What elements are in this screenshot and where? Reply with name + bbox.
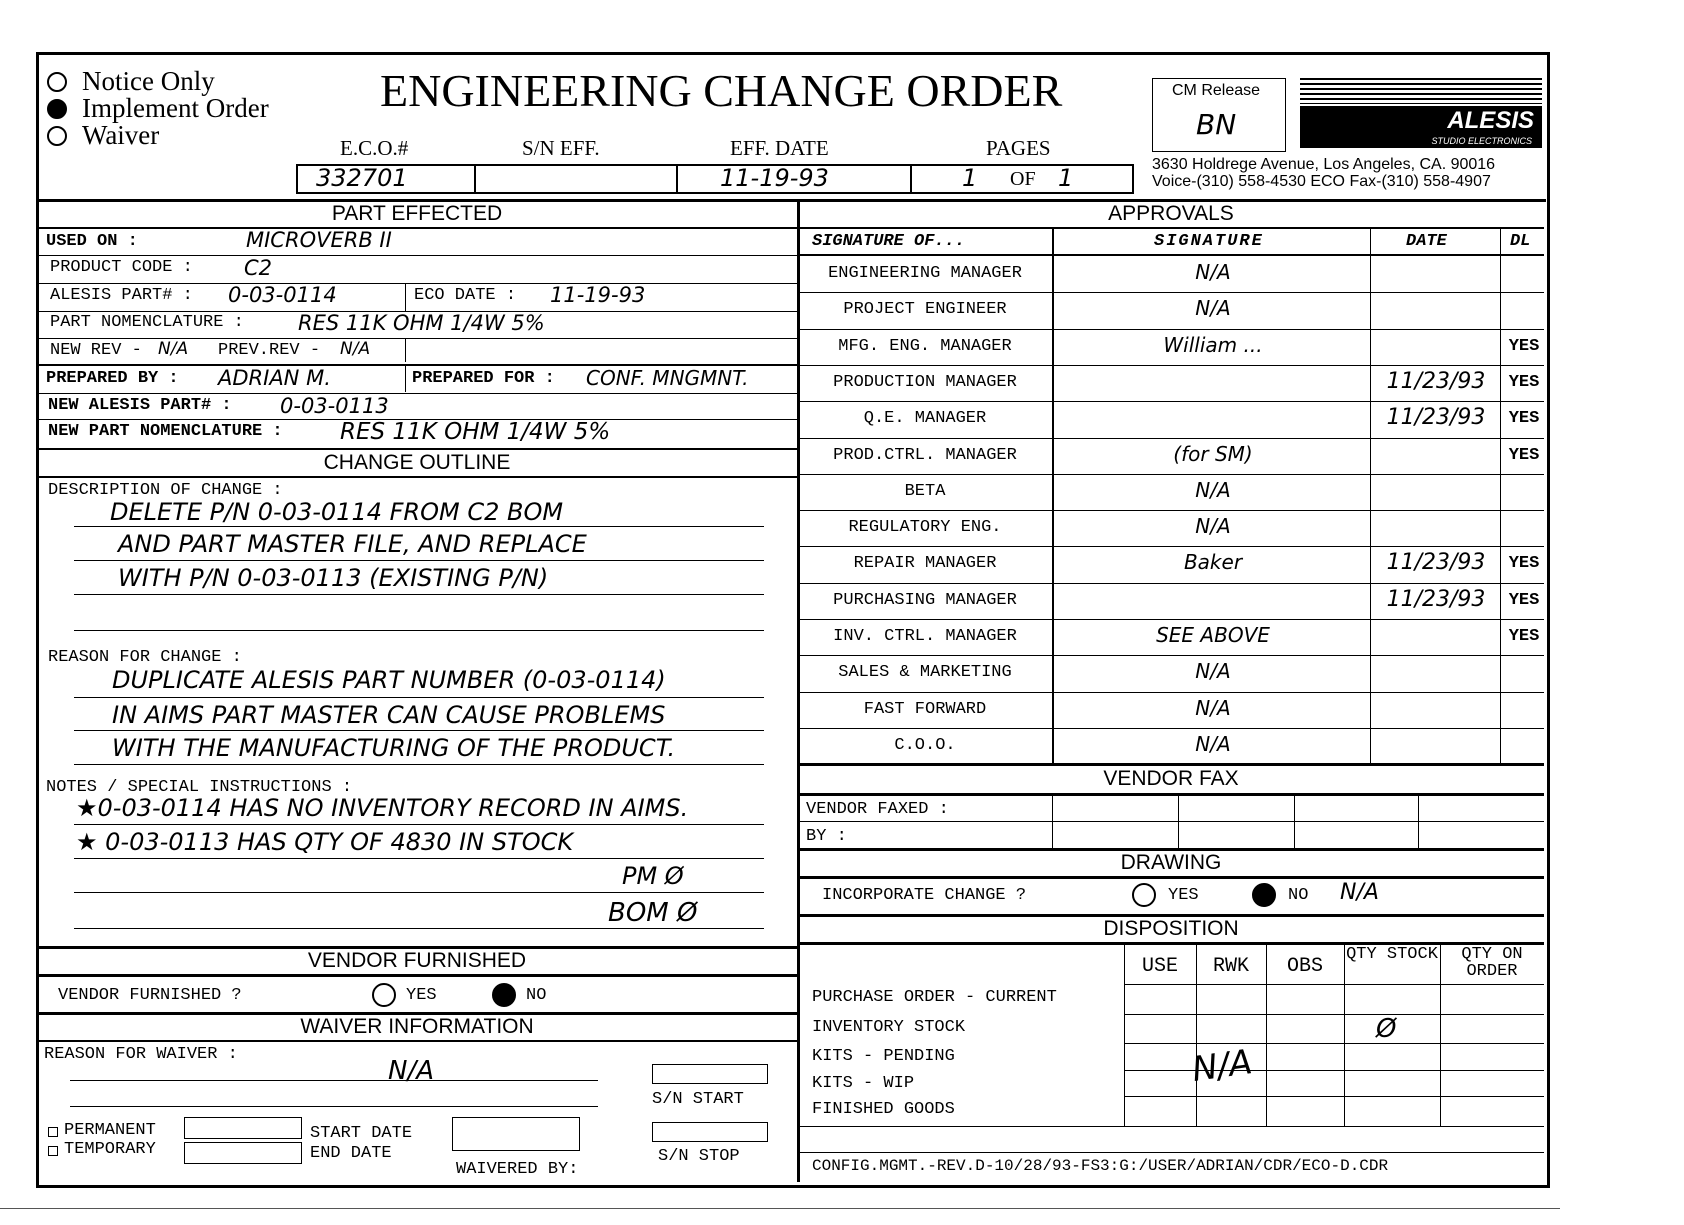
sn-start-label: S/N START — [652, 1090, 744, 1109]
product-code-label: PRODUCT CODE : — [50, 258, 193, 277]
description-line-3[interactable]: WITH P/N 0-03-0113 (EXISTING P/N) — [118, 564, 549, 592]
notes-line-4[interactable]: BOM Ø — [608, 898, 698, 928]
disposition-col-header: QTY ON ORDER — [1461, 945, 1523, 981]
eco-header-fields — [296, 164, 1134, 194]
approval-signature[interactable]: N/A — [1195, 478, 1231, 502]
vendor-furnished-yes-radio[interactable] — [372, 983, 396, 1007]
approval-role: MFG. ENG. MANAGER — [838, 337, 1012, 356]
reason-line-3[interactable]: WITH THE MANUFACTURING OF THE PRODUCT. — [112, 734, 676, 762]
disposition-note[interactable]: N/A — [1189, 1042, 1255, 1090]
vendor-furnished-label: VENDOR FURNISHED ? — [58, 986, 242, 1005]
notes-line-3[interactable]: PM Ø — [622, 862, 684, 890]
disposition-row-label: INVENTORY STOCK — [812, 1018, 966, 1037]
disposition-row-label: FINISHED GOODS — [812, 1100, 955, 1119]
approval-signature[interactable]: N/A — [1195, 296, 1231, 320]
disposition-row-divider — [1124, 1014, 1544, 1015]
date-header: DATE — [1406, 232, 1447, 251]
disposition-row-label: PURCHASE ORDER - CURRENT — [812, 988, 1057, 1007]
waiver-radio[interactable] — [47, 126, 67, 146]
permanent-checkbox[interactable] — [48, 1127, 58, 1137]
approval-row-divider — [798, 401, 1544, 402]
signature-of-header: SIGNATURE OF... — [812, 232, 966, 251]
waiver-date-field-2[interactable] — [184, 1142, 302, 1164]
approval-role: PROJECT ENGINEER — [843, 300, 1007, 319]
new-nomenclature-label: NEW PART NOMENCLATURE : — [48, 422, 283, 441]
approval-row-divider — [798, 619, 1544, 620]
new-rev-value[interactable]: N/A — [158, 339, 189, 359]
approval-date[interactable]: 11/23/93 — [1386, 550, 1486, 575]
prev-rev-value[interactable]: N/A — [340, 339, 371, 359]
description-label: DESCRIPTION OF CHANGE : — [48, 481, 283, 500]
eco-date-value[interactable]: 11-19-93 — [550, 283, 646, 307]
disposition-row-divider — [1124, 1096, 1544, 1097]
approval-role: ENGINEERING MANAGER — [828, 264, 1022, 283]
notes-line-2[interactable]: ★ 0-03-0113 HAS QTY OF 4830 IN STOCK — [76, 828, 574, 856]
pages-label: PAGES — [986, 136, 1051, 160]
approval-row-divider — [798, 583, 1544, 584]
approvals-header: APPROVALS — [1108, 202, 1234, 225]
vendor-furnished-no-label: NO — [526, 986, 547, 1005]
notice-only-radio[interactable] — [47, 72, 67, 92]
dl-header: DL — [1510, 232, 1531, 251]
drawing-header: DRAWING — [1120, 851, 1222, 874]
approval-role: BETA — [904, 482, 946, 501]
waiver-date-field-1[interactable] — [184, 1117, 302, 1139]
company-address: 3630 Holdrege Avenue, Los Angeles, CA. 90016 — [1152, 156, 1496, 173]
vendor-faxed-label: VENDOR FAXED : — [806, 800, 949, 819]
eff-date-value[interactable]: 11-19-93 — [720, 164, 829, 192]
approval-signature[interactable]: (for SM) — [1173, 442, 1253, 466]
part-nomenclature-label: PART NOMENCLATURE : — [50, 313, 244, 332]
vendor-furnished-no-radio[interactable] — [492, 983, 516, 1007]
implement-order-label: Implement Order — [82, 93, 269, 123]
company-contact: Voice-(310) 558-4530 ECO Fax-(310) 558-4907 — [1152, 173, 1491, 190]
approval-row-divider — [798, 692, 1544, 693]
approval-row-divider — [798, 329, 1544, 330]
sn-stop-field[interactable] — [652, 1122, 768, 1142]
eco-number-value[interactable]: 332701 — [316, 164, 408, 192]
pages-of-label: OF — [1010, 168, 1036, 190]
approval-signature[interactable]: N/A — [1195, 696, 1231, 720]
prepared-by-label: PREPARED BY : — [46, 369, 179, 388]
logo-text: ALESIS — [1447, 107, 1534, 134]
notice-only-label: Notice Only — [82, 66, 215, 96]
incorporate-change-yes-label: YES — [1168, 886, 1199, 905]
approval-dl: YES — [1508, 409, 1540, 428]
waivered-by-label: WAIVERED BY: — [456, 1160, 579, 1179]
incorporate-change-no-label: NO — [1288, 886, 1309, 905]
eco-date-label: ECO DATE : — [414, 286, 517, 305]
waiver-date-box[interactable] — [452, 1117, 580, 1151]
approval-role: REPAIR MANAGER — [853, 554, 997, 573]
approval-signature[interactable]: N/A — [1195, 659, 1231, 683]
disposition-col-header: OBS — [1286, 955, 1323, 978]
permanent-label: PERMANENT — [64, 1121, 156, 1140]
incorporate-change-label: INCORPORATE CHANGE ? — [822, 886, 1027, 905]
prepared-for-value[interactable]: CONF. MNGMNT. — [586, 366, 749, 390]
disposition-row-label: KITS - WIP — [812, 1074, 915, 1093]
approval-role: PRODUCTION MANAGER — [833, 373, 1017, 392]
alesis-logo — [1300, 78, 1542, 148]
approval-role: PURCHASING MANAGER — [833, 591, 1017, 610]
approval-role: INV. CTRL. MANAGER — [833, 627, 1017, 646]
vendor-furnished-yes-label: YES — [406, 986, 437, 1005]
cm-release-initials: BN — [1196, 108, 1237, 141]
pages-value[interactable]: 1 — [962, 164, 978, 192]
pages-total-value[interactable]: 1 — [1058, 164, 1074, 192]
implement-order-radio[interactable] — [47, 99, 67, 119]
approval-date[interactable]: 11/23/93 — [1386, 369, 1486, 394]
approval-signature[interactable]: N/A — [1195, 514, 1231, 538]
scan-rule — [0, 1208, 1560, 1209]
signature-header: SIGNATURE — [1154, 232, 1264, 251]
reason-for-waiver-label: REASON FOR WAIVER : — [44, 1045, 238, 1064]
alesis-part-label: ALESIS PART# : — [50, 286, 193, 305]
part-effected-header: PART EFFECTED — [331, 202, 503, 225]
reason-line-1[interactable]: DUPLICATE ALESIS PART NUMBER (0-03-0114) — [112, 666, 666, 694]
product-code-value[interactable]: C2 — [244, 256, 273, 280]
approval-row-divider — [798, 546, 1544, 547]
approval-row-divider — [798, 474, 1544, 475]
approval-dl: YES — [1508, 446, 1540, 465]
approval-role: SALES & MARKETING — [838, 663, 1012, 682]
approval-role: Q.E. MANAGER — [863, 409, 987, 428]
disposition-col-header: USE — [1141, 955, 1178, 978]
waiver-label: Waiver — [82, 120, 160, 150]
eco-number-label: E.C.O.# — [340, 136, 409, 160]
start-date-label: START DATE — [310, 1124, 413, 1143]
incorporate-change-yes-radio[interactable] — [1132, 883, 1156, 907]
prev-rev-label: PREV.REV - — [218, 341, 321, 360]
disposition-row-label: KITS - PENDING — [812, 1047, 955, 1066]
approval-row-divider — [798, 728, 1544, 729]
disposition-row-divider — [1124, 1043, 1544, 1044]
eff-date-label: EFF. DATE — [730, 136, 829, 160]
vendor-fax-header: VENDOR FAX — [1103, 767, 1239, 790]
approval-dl: YES — [1508, 627, 1540, 646]
temporary-label: TEMPORARY — [64, 1140, 156, 1159]
page-title: ENGINEERING CHANGE ORDER — [380, 65, 1063, 116]
approval-role: C.O.O. — [894, 736, 956, 755]
by-label: BY : — [806, 827, 847, 846]
used-on-value[interactable]: MICROVERB II — [246, 228, 392, 252]
vendor-furnished-header: VENDOR FURNISHED — [307, 949, 527, 972]
new-nomenclature-value[interactable]: RES 11K OHM 1/4W 5% — [340, 419, 611, 445]
logo-subtext: STUDIO ELECTRONICS — [1431, 136, 1532, 146]
approval-row-divider — [798, 655, 1544, 656]
alesis-part-value[interactable]: 0-03-0114 — [228, 283, 337, 307]
description-line-2[interactable]: AND PART MASTER FILE, AND REPLACE — [118, 530, 587, 558]
approval-dl: YES — [1508, 554, 1540, 573]
approval-role: REGULATORY ENG. — [848, 518, 1002, 537]
used-on-label: USED ON : — [46, 232, 138, 251]
sn-stop-label: S/N STOP — [658, 1147, 740, 1166]
waiver-information-header: WAIVER INFORMATION — [300, 1015, 534, 1038]
drawing-note[interactable]: N/A — [1340, 880, 1379, 905]
new-alesis-part-value[interactable]: 0-03-0113 — [280, 394, 389, 418]
reason-line-2[interactable]: IN AIMS PART MASTER CAN CAUSE PROBLEMS — [112, 701, 666, 729]
disposition-col-divider — [1344, 942, 1345, 1126]
footer-config: CONFIG.MGMT.-REV.D-10/28/93-FS3:G:/USER/ADRIAN/CDR/ECO-D.CDR — [812, 1157, 1389, 1175]
notes-line-1[interactable]: ★0-03-0114 HAS NO INVENTORY RECORD IN AIMS. — [76, 794, 689, 822]
approval-dl: YES — [1508, 337, 1540, 356]
change-outline-header: CHANGE OUTLINE — [323, 451, 511, 474]
disposition-header: DISPOSITION — [1103, 917, 1239, 940]
disposition-col-header: QTY STOCK — [1346, 945, 1438, 964]
approval-row-divider — [798, 365, 1544, 366]
description-line-1[interactable]: DELETE P/N 0-03-0114 FROM C2 BOM — [110, 498, 564, 526]
approval-signature[interactable]: N/A — [1195, 260, 1231, 284]
new-alesis-part-label: NEW ALESIS PART# : — [48, 396, 232, 415]
notes-label: NOTES / SPECIAL INSTRUCTIONS : — [46, 778, 353, 797]
disposition-col-header: RWK — [1212, 955, 1249, 978]
disposition-row-divider — [1124, 984, 1544, 985]
approval-date[interactable]: 11/23/93 — [1386, 405, 1486, 430]
sn-start-field[interactable] — [652, 1064, 768, 1084]
approval-dl: YES — [1508, 373, 1540, 392]
inventory-qty-stock[interactable]: Ø — [1376, 1014, 1397, 1044]
disposition-row-divider — [1124, 1070, 1544, 1071]
approval-signature[interactable]: Baker — [1183, 550, 1243, 574]
approval-signature[interactable]: N/A — [1195, 732, 1231, 756]
approval-role: PROD.CTRL. MANAGER — [833, 446, 1017, 465]
cm-release-label: CM Release — [1172, 82, 1261, 99]
end-date-label: END DATE — [310, 1144, 392, 1163]
approval-role: FAST FORWARD — [863, 700, 987, 719]
approval-dl: YES — [1508, 591, 1540, 610]
approval-date[interactable]: 11/23/93 — [1386, 587, 1486, 612]
prepared-for-label: PREPARED FOR : — [412, 369, 555, 388]
approval-row-divider — [798, 438, 1544, 439]
incorporate-change-no-radio[interactable] — [1252, 883, 1276, 907]
approval-row-divider — [798, 510, 1544, 511]
temporary-checkbox[interactable] — [48, 1146, 58, 1156]
part-nomenclature-value[interactable]: RES 11K OHM 1/4W 5% — [298, 311, 545, 335]
new-rev-label: NEW REV - — [50, 341, 142, 360]
approval-signature[interactable]: William ... — [1163, 333, 1263, 357]
reason-label: REASON FOR CHANGE : — [48, 648, 242, 667]
approval-signature[interactable]: SEE ABOVE — [1156, 623, 1270, 647]
approval-row-divider — [798, 292, 1544, 293]
reason-for-waiver-value[interactable]: N/A — [388, 1056, 434, 1086]
sn-eff-label: S/N EFF. — [522, 136, 600, 160]
prepared-by-value[interactable]: ADRIAN M. — [218, 366, 331, 390]
